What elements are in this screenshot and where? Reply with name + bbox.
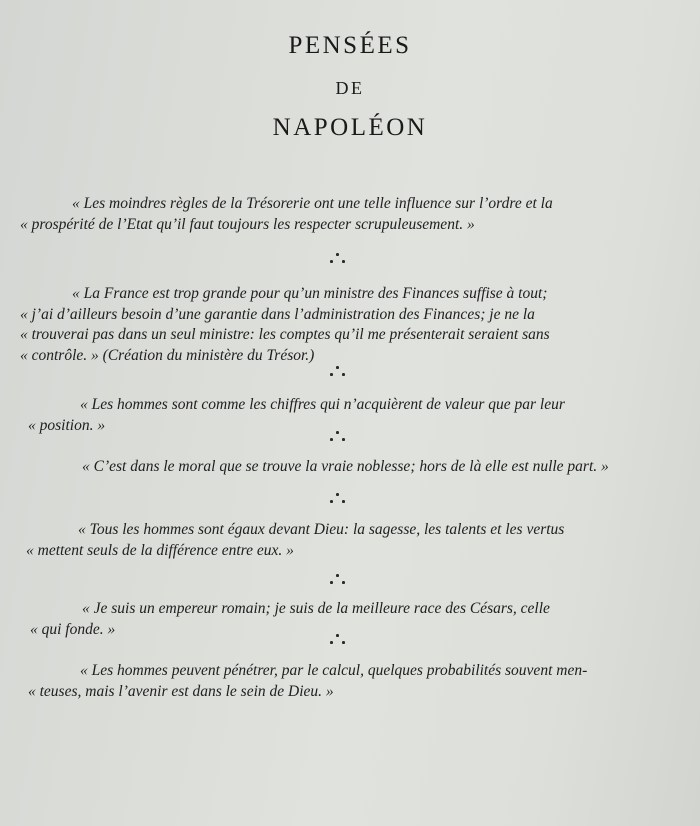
separator-dots <box>328 431 348 443</box>
quote-line: « teuses, mais l’avenir est dans le sein de Dieu. » <box>28 682 334 700</box>
quote-line: « mettent seuls de la différence entre eux. » <box>26 541 294 559</box>
quote-line: « position. » <box>28 416 106 434</box>
separator-dots <box>328 493 348 505</box>
quote-7 <box>28 661 662 702</box>
quote-line: « Les moindres règles de la Trésorerie ont une telle influence sur l’ordre et la <box>72 195 553 212</box>
title-line-2: DE <box>335 78 365 98</box>
quote-line: « trouverai pas dans un seul ministre: les comptes qu’il me présenterait seraient sans <box>20 326 550 343</box>
quote-line: « Tous les hommes sont égaux devant Dieu: la sagesse, les talents et les vertus <box>78 521 565 538</box>
separator-dots <box>328 366 348 378</box>
quote-line: « Je suis un empereur romain; je suis de la meilleure race des Césars, celle <box>82 600 550 617</box>
separator-dots <box>328 574 348 586</box>
quote-line: « La France est trop grande pour qu’un ministre des Finances suffise à tout; <box>72 285 548 302</box>
separator-dots <box>328 634 348 646</box>
quote-line: « Les hommes sont comme les chiffres qui n’acquièrent de valeur que par leur <box>80 396 565 413</box>
separator-dots <box>328 253 348 265</box>
quote-1 <box>20 194 654 235</box>
quote-5 <box>26 520 660 561</box>
quote-line: « prospérité de l’Etat qu’il faut toujours les respecter scrupuleusement. » <box>20 215 475 233</box>
title-line-1: PENSÉES <box>288 32 412 59</box>
quote-line: « C’est dans le moral que se trouve la vraie noblesse; hors de là elle est nulle part. » <box>82 458 609 475</box>
quote-line: « contrôle. » (Création du ministère du Trésor.) <box>20 346 315 364</box>
quote-2 <box>20 284 654 366</box>
quote-line: « j’ai d’ailleurs besoin d’une garantie dans l’administration des Finances; je ne la <box>20 305 535 323</box>
quote-line: « Les hommes peuvent pénétrer, par le calcul, quelques probabilités souvent men- <box>80 662 588 679</box>
quote-4 <box>30 457 664 478</box>
quote-3 <box>28 395 662 436</box>
quote-line: « qui fonde. » <box>30 620 116 638</box>
title-line-3: NAPOLÉON <box>272 114 428 141</box>
